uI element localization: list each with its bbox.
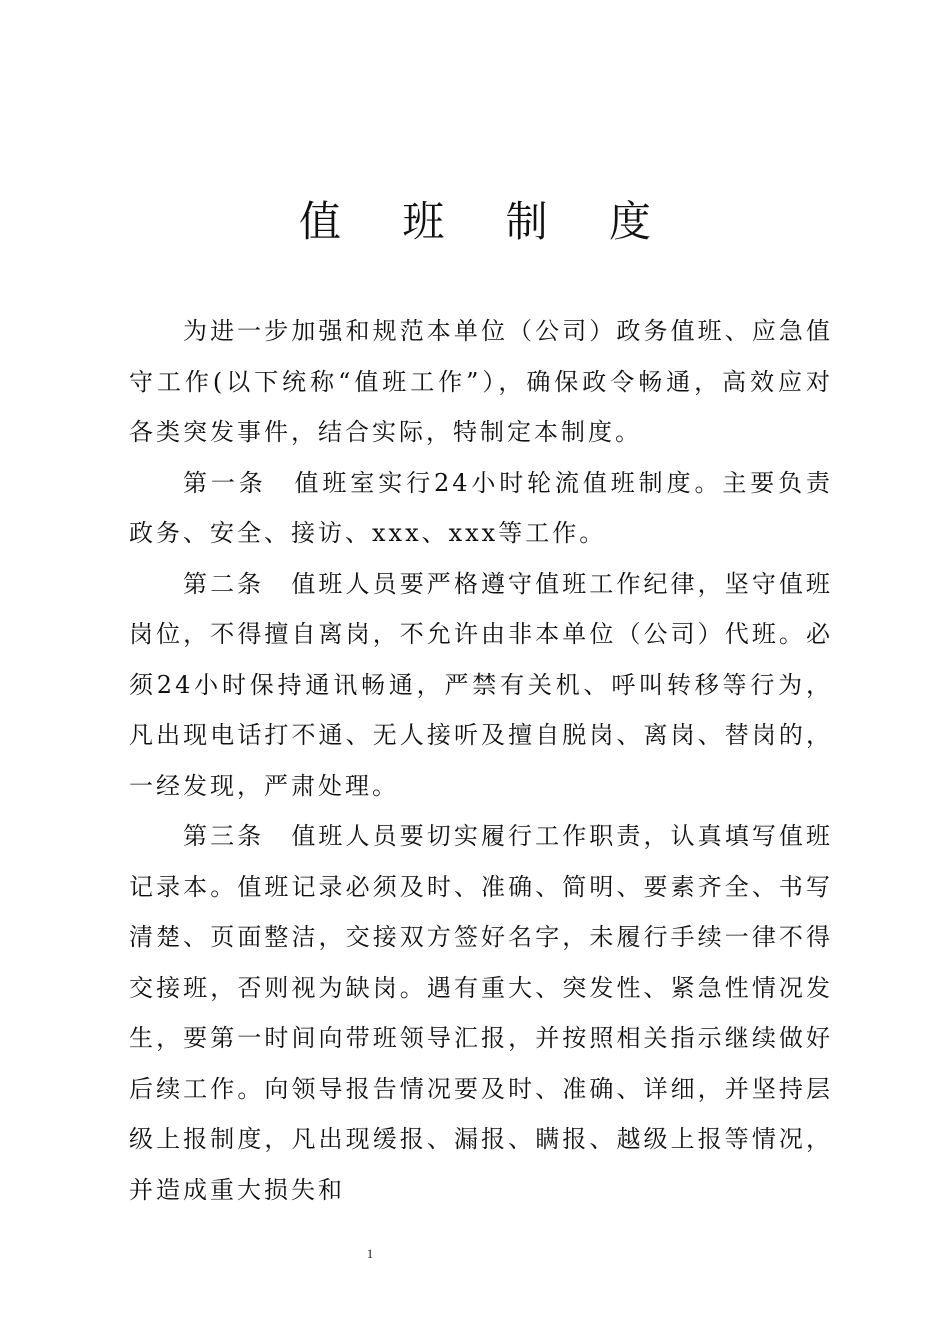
page-number: 1 [366,1246,374,1261]
article-1-paragraph: 第一条 值班室实行24小时轮流值班制度。主要负责政务、安全、接访、xxx、xxx等工作。 [129,468,833,547]
article-2-paragraph: 第二条 值班人员要严格遵守值班工作纪律，坚守值班岗位，不得擅自离岗，不允许由非本单位（公司）代班。必须24小时保持通讯畅通，严禁有关机、呼叫转移等行为，凡出现电话打不通、无人接听及擅自脱岗、离岗、替岗的，一经发现，严肃处理。 [129,569,833,800]
page-title: 值 班 制 度 [298,197,676,246]
document-body [129,306,833,1215]
article-3-paragraph: 第三条 值班人员要切实履行工作职责，认真填写值班记录本。值班记录必须及时、准确、简明、要素齐全、书写清楚、页面整洁，交接双方签好名字，未履行手续一律不得交接班，否则视为缺岗。遇有重大、突发性、紧急性情况发生，要第一时间向带班领导汇报，并按照相关指示继续做好后续工作。向领导报告情况要及时、准确、详细，并坚持层级上报制度，凡出现缓报、漏报、瞒报、越级上报等情况，并造成重大损失和 [129,822,833,1204]
intro-paragraph: 为进一步加强和规范本单位（公司）政务值班、应急值守工作(以下统称“值班工作”），确保政令畅通，高效应对各类突发事件，结合实际，特制定本制度。 [129,317,833,446]
